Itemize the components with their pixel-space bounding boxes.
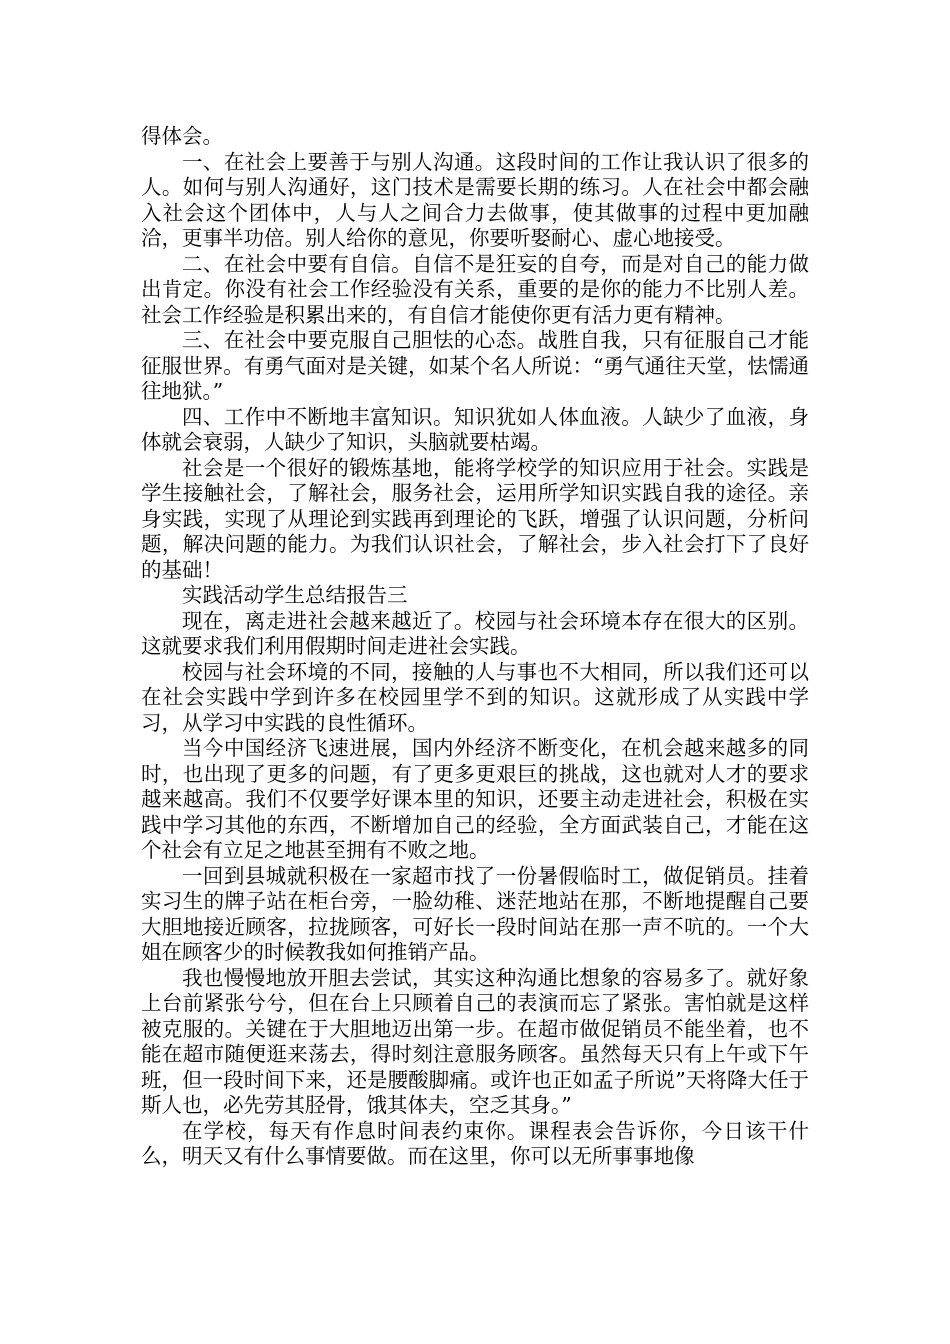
paragraph-point-one: 一、在社会上要善于与别人沟通。这段时间的工作让我认识了很多的人。如何与别人沟通好，这门技术是需要长期的练习。人在社会中都会融入社会这个团体中，人与人之间合力去做事，使其做事的过程中更加融洽，更事半功倍。别人给你的意见，你要听娶耐心、虚心地接受。 xyxy=(141,149,809,250)
document-body xyxy=(141,124,809,1170)
section-heading: 实践活动学生总结报告三 xyxy=(182,583,408,607)
paragraph-continuation: 得体会。 xyxy=(141,124,223,148)
paragraph: 现在，离走进社会越来越近了。校园与社会环境本存在很大的区别。这就要求我们利用假期时间走进社会实践。 xyxy=(141,608,809,658)
paragraph: 我也慢慢地放开胆去尝试，其实这种沟通比想象的容易多了。就好象上台前紧张兮兮，但在台上只顾着自己的表演而忘了紧张。害怕就是这样被克服的。关键在于大胆地迈出第一步。在超市做促销员不能坐着，也不能在超市随便逛来荡去，得时刻注意服务顾客。虽然每天只有上午或下午班，但一段时间下来，还是腰酸脚痛。或许也正如孟子所说”天将降大任于斯人也，必先劳其胫骨，饿其体夫，空乏其身。” xyxy=(141,965,809,1117)
paragraph: 在学校，每天有作息时间表约束你。课程表会告诉你，今日该干什么，明天又有什么事情要做。而在这里，你可以无所事事地像 xyxy=(141,1118,809,1168)
paragraph: 一回到县城就积极在一家超市找了一份暑假临时工，做促销员。挂着实习生的牌子站在柜台旁，一脸幼稚、迷茫地站在那，不断地提醒自己要大胆地接近顾客，拉拢顾客，可好长一段时间站在那一声不吭的。一个大姐在顾客少的时候教我如何推销产品。 xyxy=(141,863,809,964)
paragraph-point-two: 二、在社会中要有自信。自信不是狂妄的自夸，而是对自己的能力做出肯定。你没有社会工作经验没有关系，重要的是你的能力不比别人差。社会工作经验是积累出来的，有自信才能使你更有活力更有精神。 xyxy=(141,251,809,327)
paragraph: 当今中国经济飞速进展，国内外经济不断变化，在机会越来越多的同时，也出现了更多的问题，有了更多更艰巨的挑战，这也就对人才的要求越来越高。我们不仅要学好课本里的知识，还要主动走进社会，积极在实践中学习其他的东西，不断增加自己的经验，全方面武装自己，才能在这个社会有立足之地甚至拥有不败之地。 xyxy=(141,736,809,862)
paragraph-point-four: 四、工作中不断地丰富知识。知识犹如人体血液。人缺少了血液，身体就会衰弱，人缺少了知识，头脑就要枯竭。 xyxy=(141,404,809,454)
paragraph-summary: 社会是一个很好的锻炼基地，能将学校学的知识应用于社会。实践是学生接触社会，了解社会，服务社会，运用所学知识实践自我的途径。亲身实践，实现了从理论到实践再到理论的飞跃，增强了认识问题，分析问题，解决问题的能力。为我们认识社会，了解社会，步入社会打下了良好的基础！ xyxy=(141,455,809,582)
paragraph: 校园与社会环境的不同，接触的人与事也不大相同，所以我们还可以在社会实践中学到许多在校园里学不到的知识。这就形成了从实践中学习，从学习中实践的良性循环。 xyxy=(141,659,809,735)
paragraph-point-three: 三、在社会中要克服自己胆怯的心态。战胜自我，只有征服自己才能征服世界。有勇气面对是关键，如某个名人所说：“勇气通往天堂，怯懦通往地狱。” xyxy=(141,328,809,403)
